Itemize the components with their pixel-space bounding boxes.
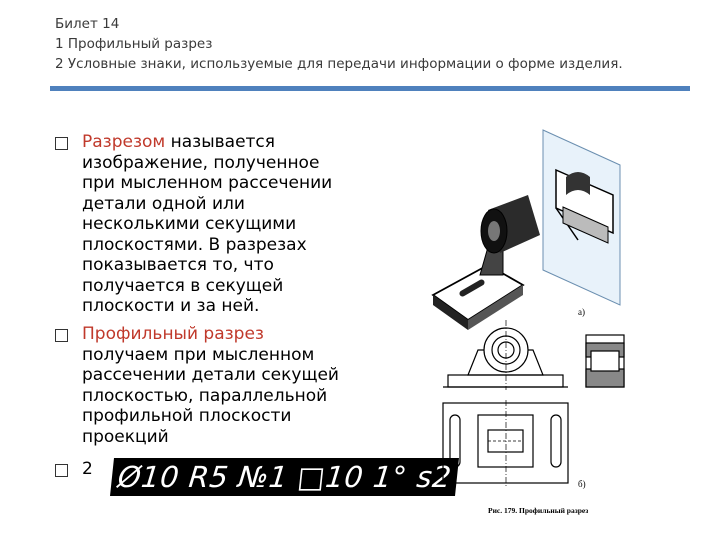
text-line: получается в секущей [82, 275, 284, 296]
text-line: показывается то, что [82, 255, 274, 275]
text-line: проекций [82, 426, 169, 447]
accent-divider [50, 86, 690, 91]
figure-caption: Рис. 179. Профильный разрез [488, 506, 589, 515]
text-line: получаем при мысленном [82, 344, 315, 365]
text-line: при мысленном рассечении [82, 173, 333, 193]
label-b: б) [578, 479, 586, 489]
text-line: рассечении детали секущей [82, 365, 339, 385]
bullet-text [82, 324, 372, 447]
checkbox-bullet-icon [55, 329, 68, 342]
text-line: профильной плоскости [82, 406, 292, 426]
question-2: 2 Условные знаки, используемые для передачи информации о форме изделия. [55, 56, 623, 72]
text-line: изображение, полученное [82, 152, 320, 173]
label-a: а) [578, 307, 585, 317]
front-view [443, 320, 568, 390]
term-profile-section: Профильный разрез [82, 324, 264, 344]
text-line: плоскостью, параллельной [82, 385, 328, 406]
profile-section-figure [428, 125, 628, 530]
checkbox-bullet-icon [55, 464, 68, 477]
question-1: 1 Профильный разрез [55, 36, 213, 52]
bullet-text [82, 132, 372, 317]
checkbox-bullet-icon [55, 137, 68, 150]
conventional-signs-strip: Ø10 R5 №1 □10 1° s2 [110, 458, 459, 496]
ticket-number: Билет 14 [55, 16, 120, 32]
text-line: плоскостями. В разрезах [82, 234, 307, 255]
text-line: 2 [82, 459, 93, 479]
text-line: называется [170, 132, 276, 152]
text-line: несколькими секущими [82, 214, 297, 234]
text-line: детали одной или [82, 193, 245, 214]
profile-section-view [586, 335, 624, 387]
text-line: плоскости и за ней. [82, 296, 260, 316]
top-view [443, 400, 568, 487]
term-section: Разрезом [82, 132, 166, 152]
isometric-view [433, 130, 620, 330]
slide-header [55, 14, 623, 74]
